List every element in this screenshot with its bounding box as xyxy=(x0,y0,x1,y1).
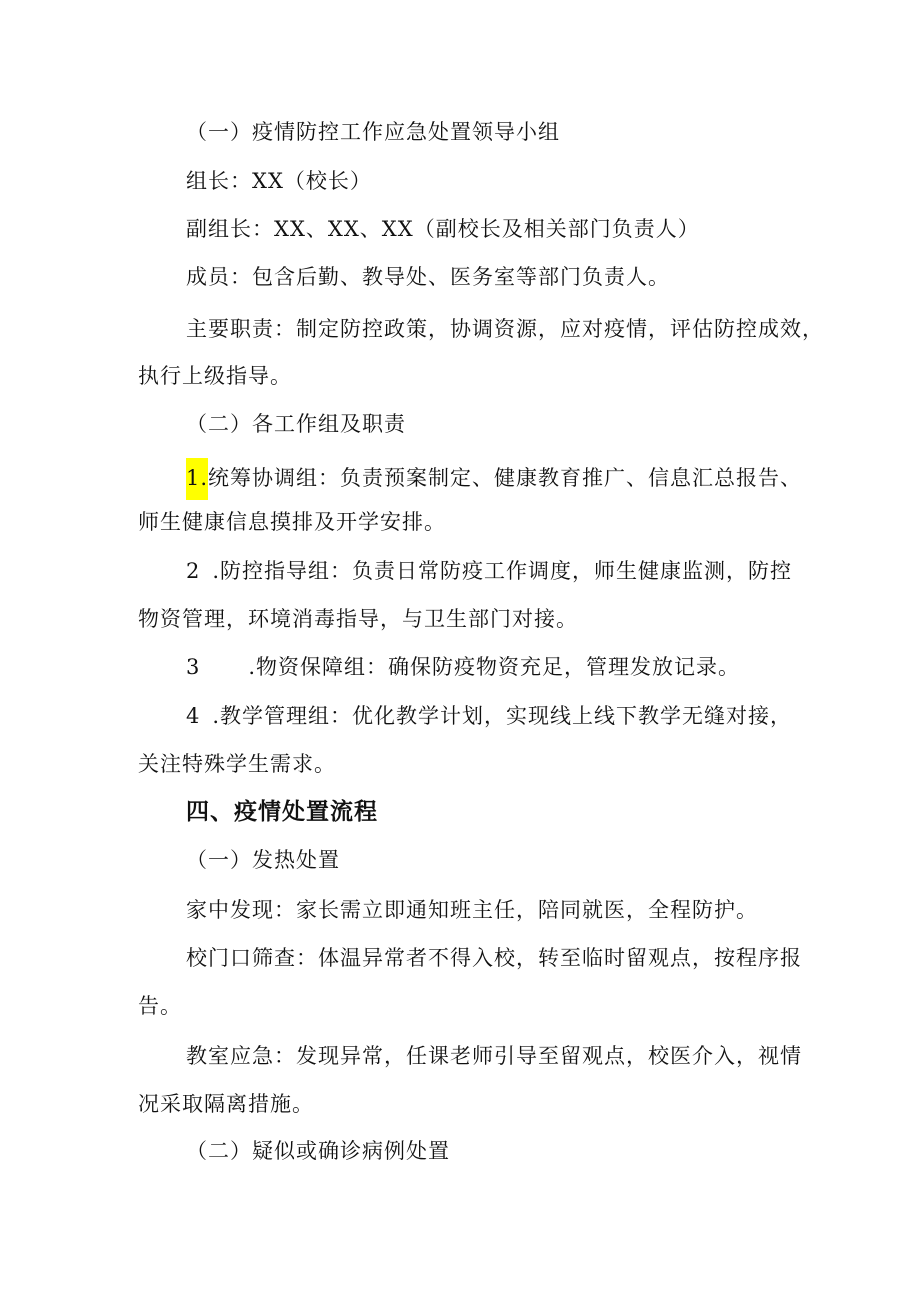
section-heading: 四、疫情处置流程 xyxy=(186,799,378,825)
subheading-suspected-cases: （二）疑似或确诊病例处置 xyxy=(186,1139,450,1163)
paragraph-deputy-leader: 副组长：XX、XX、XX（副校长及相关部门负责人） xyxy=(186,217,700,241)
item-number: 2 xyxy=(186,559,201,583)
paragraph-teaching-line1 xyxy=(186,700,792,732)
paragraph-leader: 组长：XX（校长） xyxy=(186,169,372,193)
item-number: 4 xyxy=(186,704,201,728)
paragraph-coordination-line2: 师生健康信息摸排及开学安排。 xyxy=(138,510,446,534)
subheading-leadership-group: （一）疫情防控工作应急处置领导小组 xyxy=(186,120,560,144)
paragraph-coordination-line1 xyxy=(186,458,802,500)
paragraph-gate-screening-line2: 告。 xyxy=(138,994,182,1018)
paragraph-members: 成员：包含后勤、教导处、医务室等部门负责人。 xyxy=(186,265,670,289)
highlighted-number: 1. xyxy=(186,458,208,500)
teaching-text: .教学管理组：优化教学计划，实现线上线下教学无缝对接， xyxy=(212,704,793,728)
paragraph-duties-line2: 执行上级指导。 xyxy=(138,364,292,388)
paragraph-teaching-line2: 关注特殊学生需求。 xyxy=(138,752,336,776)
subheading-fever: （一）发热处置 xyxy=(186,848,340,872)
paragraph-prevention-line1 xyxy=(186,555,792,587)
paragraph-supplies xyxy=(186,651,740,683)
prevention-text: .防控指导组：负责日常防疫工作调度，师生健康监测，防控 xyxy=(212,559,793,583)
subheading-work-groups: （二）各工作组及职责 xyxy=(186,412,406,436)
item-number: 3 xyxy=(186,655,201,679)
supplies-text: .物资保障组：确保防疫物资充足，管理发放记录。 xyxy=(248,655,741,679)
paragraph-prevention-line2: 物资管理，环境消毒指导，与卫生部门对接。 xyxy=(138,607,578,631)
paragraph-classroom-line1: 教室应急：发现异常，任课老师引导至留观点，校医介入，视情 xyxy=(186,1044,802,1068)
paragraph-duties-line1: 主要职责：制定防控政策，协调资源，应对疫情，评估防控成效， xyxy=(186,317,824,341)
paragraph-home-detection: 家中发现：家长需立即通知班主任，陪同就医，全程防护。 xyxy=(186,898,758,922)
paragraph-gate-screening-line1: 校门口筛查：体温异常者不得入校，转至临时留观点，按程序报 xyxy=(186,946,802,970)
coordination-text: 统筹协调组：负责预案制定、健康教育推广、信息汇总报告、 xyxy=(208,466,803,490)
paragraph-classroom-line2: 况采取隔离措施。 xyxy=(138,1092,314,1116)
